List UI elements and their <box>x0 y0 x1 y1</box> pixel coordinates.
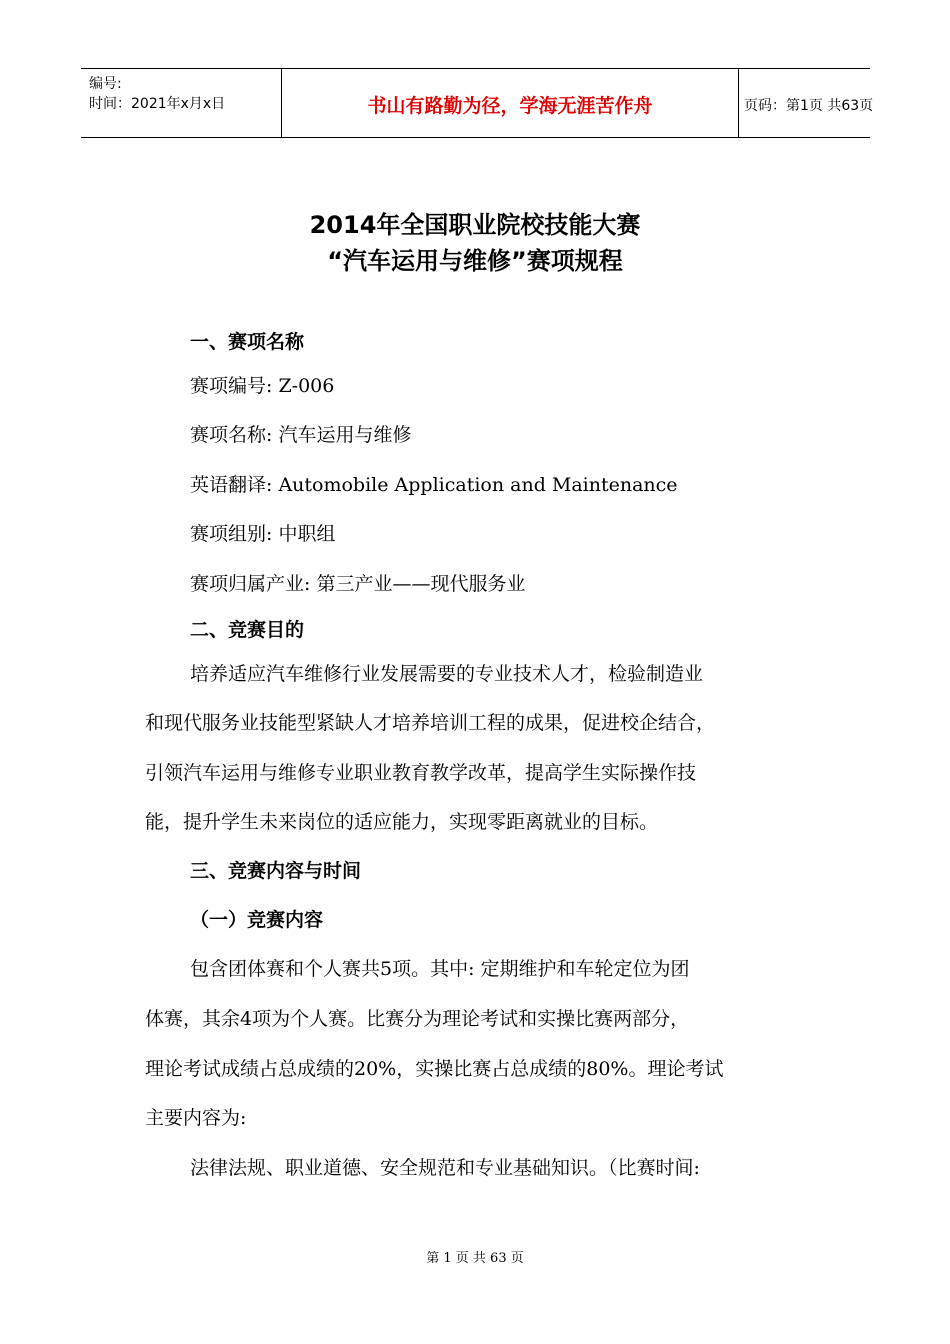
event-industry: 赛项归属产业: 第三产业——现代服务业 <box>190 573 526 595</box>
event-name: 赛项名称: 汽车运用与维修 <box>190 424 412 446</box>
header-page-info: 页码：第1页 共63页 <box>744 98 874 114</box>
header-info-cell <box>81 69 281 137</box>
purpose-paragraph-line: 和现代服务业技能型紧缺人才培养培训工程的成果，促进校企结合， <box>145 712 716 734</box>
event-code: 赛项编号: Z-006 <box>190 375 335 397</box>
content-paragraph-line: 包含团体赛和个人赛共5项。其中: 定期维护和车轮定位为团 <box>190 958 690 980</box>
content-paragraph-line: 体赛，其余4项为个人赛。比赛分为理论考试和实操比赛两部分， <box>145 1008 690 1030</box>
header-page-cell <box>738 69 874 137</box>
document-title-line-1: 2014年全国职业院校技能大赛 <box>309 211 641 239</box>
section-3-subheading: （一）竞赛内容 <box>190 909 324 931</box>
header-motto: 书山有路勤为径，学海无涯苦作舟 <box>367 95 653 117</box>
document-title-line-2: “汽车运用与维修”赛项规程 <box>327 247 623 275</box>
page-header <box>81 68 874 138</box>
page-footer: 第 1 页 共 63 页 <box>426 1251 524 1266</box>
section-3-heading: 三、竞赛内容与时间 <box>190 860 362 882</box>
content-paragraph-line: 主要内容为: <box>145 1107 247 1129</box>
event-english-name: 英语翻译: Automobile Application and Maintenance <box>190 474 678 496</box>
section-1-heading: 一、赛项名称 <box>190 331 305 353</box>
content-paragraph-line: 理论考试成绩占总成绩的20%，实操比赛占总成绩的80%。理论考试 <box>145 1058 724 1080</box>
purpose-paragraph-line: 引领汽车运用与维修专业职业教育教学改革，提高学生实际操作技 <box>145 762 697 784</box>
purpose-paragraph-line: 能，提升学生未来岗位的适应能力，实现零距离就业的目标。 <box>145 811 659 833</box>
content-paragraph-line: 法律法规、职业道德、安全规范和专业基础知识。（比赛时间: <box>190 1157 700 1179</box>
event-group: 赛项组别: 中职组 <box>190 523 336 545</box>
header-motto-cell <box>281 69 739 137</box>
document-number-label: 编号: <box>89 76 122 92</box>
document-time-label: 时间：2021年x月x日 <box>89 96 226 112</box>
purpose-paragraph-line: 培养适应汽车维修行业发展需要的专业技术人才，检验制造业 <box>190 663 704 685</box>
section-2-heading: 二、竞赛目的 <box>190 619 305 641</box>
